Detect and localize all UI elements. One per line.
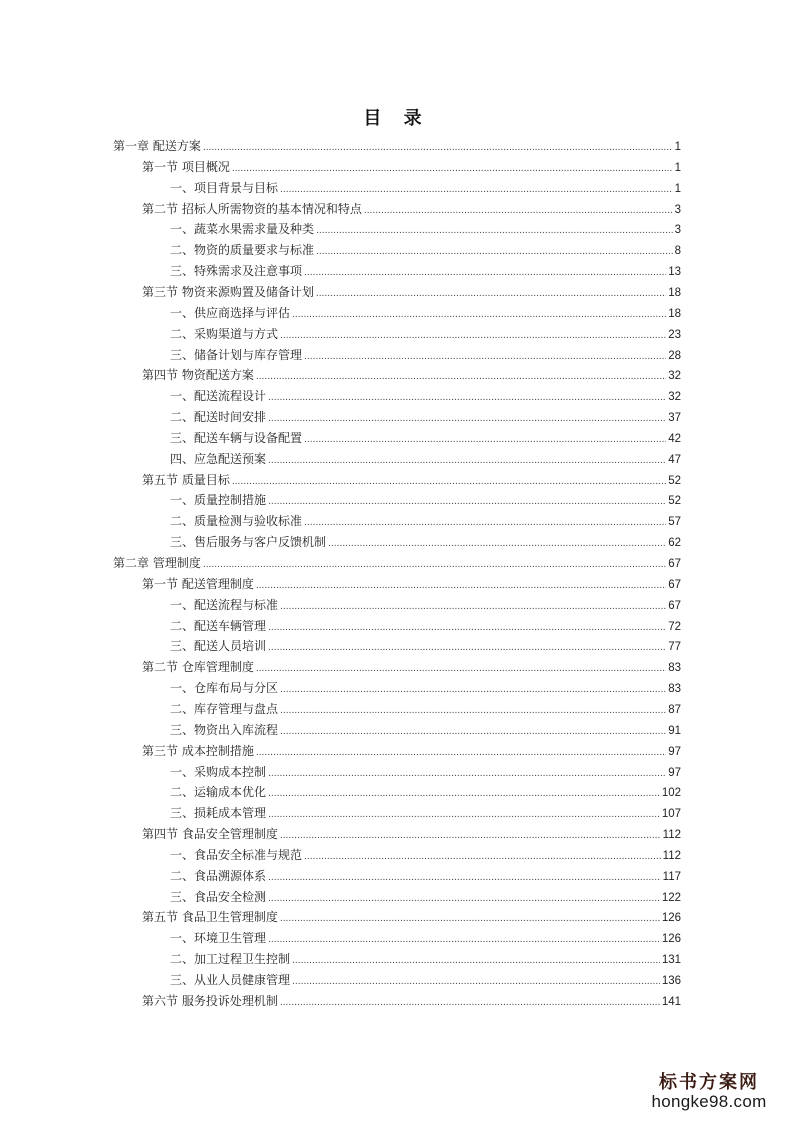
toc-entry-label: 一、配送流程设计 xyxy=(170,389,267,404)
toc-entry-label: 二、配送车辆管理 xyxy=(170,618,267,633)
toc-entry-page: 57 xyxy=(668,516,681,529)
toc-entry-page: 28 xyxy=(668,349,681,362)
toc-entry-label: 一、质量控制措施 xyxy=(170,493,267,508)
toc-dot-leader xyxy=(364,201,673,221)
toc-dot-leader xyxy=(268,930,660,950)
toc-entry[interactable] xyxy=(170,845,681,865)
toc-entry-label: 一、项目背景与目标 xyxy=(170,180,279,195)
toc-entry-page: 52 xyxy=(668,495,681,508)
toc-entry-label: 第二节 仓库管理制度 xyxy=(142,660,254,675)
toc-entry[interactable] xyxy=(142,199,681,219)
toc-entry[interactable] xyxy=(170,928,681,948)
toc-dot-leader xyxy=(328,534,666,554)
toc-dot-leader xyxy=(292,951,660,971)
toc-dot-leader xyxy=(232,472,666,492)
toc-entry-label: 第一节 项目概况 xyxy=(142,159,230,174)
toc-dot-leader xyxy=(280,180,673,200)
toc-entry-page: 83 xyxy=(668,662,681,675)
toc-dot-leader xyxy=(292,305,666,325)
toc-entry-label: 三、售后服务与客户反馈机制 xyxy=(170,535,327,550)
toc-entry[interactable] xyxy=(170,887,681,907)
toc-entry[interactable] xyxy=(170,240,681,260)
toc-entry-page: 112 xyxy=(662,849,681,862)
toc-entry-page: 122 xyxy=(661,891,681,904)
toc-dot-leader xyxy=(280,826,661,846)
toc-dot-leader xyxy=(256,743,666,763)
toc-entry-page: 91 xyxy=(668,724,681,737)
toc-entry-page: 67 xyxy=(668,558,681,570)
toc-entry-label: 第五节 食品卫生管理制度 xyxy=(142,910,278,925)
toc-entry-page: 97 xyxy=(668,766,681,779)
toc-entry-label: 第六节 服务投诉处理机制 xyxy=(142,993,278,1008)
toc-dot-leader xyxy=(280,680,666,700)
toc-entry[interactable] xyxy=(170,261,681,281)
toc-entry-page: 141 xyxy=(661,995,681,1008)
toc-dot-leader xyxy=(203,138,673,158)
toc-dot-leader xyxy=(280,701,666,721)
toc-entry-label: 二、运输成本优化 xyxy=(170,785,267,800)
toc-entry-label: 一、配送流程与标准 xyxy=(170,597,279,612)
toc-entry-page: 23 xyxy=(668,328,681,341)
toc-dot-leader xyxy=(268,638,666,658)
toc-entry-label: 二、质量检测与验收标准 xyxy=(170,514,303,529)
toc-entry[interactable] xyxy=(170,345,681,365)
toc-entry-label: 二、库存管理与盘点 xyxy=(170,701,279,716)
toc-entry-page: 77 xyxy=(668,641,681,654)
toc-dot-leader xyxy=(268,451,666,471)
toc-entry-label: 第三节 物资来源购置及储备计划 xyxy=(142,284,314,299)
toc-entry-label: 三、特殊需求及注意事项 xyxy=(170,264,303,279)
toc-entry[interactable] xyxy=(170,511,681,531)
toc-entry-label: 第五节 质量目标 xyxy=(142,472,230,487)
toc-dot-leader xyxy=(280,597,666,617)
toc-dot-leader xyxy=(280,993,660,1013)
toc-dot-leader xyxy=(256,659,666,679)
toc-entry[interactable] xyxy=(170,616,681,636)
toc-entry[interactable] xyxy=(142,657,681,677)
toc-entry-page: 117 xyxy=(662,870,681,883)
toc-entry-label: 二、食品溯源体系 xyxy=(170,868,267,883)
toc-entry-label: 二、加工过程卫生控制 xyxy=(170,952,291,967)
toc-entry-page: 18 xyxy=(668,307,681,320)
toc-entry[interactable] xyxy=(170,970,681,990)
toc-dot-leader xyxy=(280,722,666,742)
toc-entry-page: 42 xyxy=(668,432,681,445)
toc-entry-label: 一、食品安全标准与规范 xyxy=(170,847,303,862)
toc-dot-leader xyxy=(268,492,666,512)
toc-entry-label: 第二章 管理制度 xyxy=(113,556,201,570)
toc-dot-leader xyxy=(316,284,666,304)
toc-entry[interactable] xyxy=(170,386,681,406)
toc-entry[interactable] xyxy=(170,720,681,740)
toc-entry[interactable] xyxy=(170,303,681,323)
toc-entry[interactable] xyxy=(170,782,681,802)
toc-entry-page: 52 xyxy=(668,474,681,487)
toc-entry[interactable] xyxy=(170,866,681,886)
toc-entry[interactable] xyxy=(170,219,681,239)
toc-dot-leader xyxy=(268,409,666,429)
toc-entry-page: 131 xyxy=(661,954,681,967)
page-title: 目 录 xyxy=(363,108,430,129)
toc-entry[interactable] xyxy=(170,949,681,969)
toc-entry-label: 二、采购渠道与方式 xyxy=(170,326,279,341)
toc-dot-leader xyxy=(268,868,661,888)
toc-entry-label: 第四节 食品安全管理制度 xyxy=(142,827,278,842)
toc-entry[interactable] xyxy=(170,699,681,719)
toc-entry-page: 32 xyxy=(668,370,681,383)
toc-dot-leader xyxy=(268,618,666,638)
toc-entry-page: 32 xyxy=(668,391,681,404)
toc-entry-page: 126 xyxy=(661,933,681,946)
toc-entry[interactable] xyxy=(113,136,681,156)
toc-entry-page: 83 xyxy=(668,683,681,696)
toc-entry-label: 四、应急配送预案 xyxy=(170,451,267,466)
toc-entry[interactable] xyxy=(113,553,681,573)
toc-dot-leader xyxy=(304,347,666,367)
toc-entry[interactable] xyxy=(142,741,681,761)
toc-entry-page: 47 xyxy=(668,453,681,466)
toc-entry[interactable] xyxy=(142,282,681,302)
toc-dot-leader xyxy=(304,847,661,867)
toc-dot-leader xyxy=(304,263,666,283)
watermark-text: 标书方案网 xyxy=(659,1072,759,1093)
toc-entry-page: 126 xyxy=(661,912,681,925)
toc-entry-label: 二、物资的质量要求与标准 xyxy=(170,243,315,258)
toc-entry-label: 一、环境卫生管理 xyxy=(170,931,267,946)
toc-entry[interactable] xyxy=(170,178,681,198)
toc-entry-label: 第三节 成本控制措施 xyxy=(142,743,254,758)
toc-entry[interactable] xyxy=(170,428,681,448)
toc-entry-page: 67 xyxy=(668,578,681,591)
toc-dot-leader xyxy=(304,513,666,533)
toc-entry[interactable] xyxy=(170,407,681,427)
toc-dot-leader xyxy=(268,764,666,784)
toc-entry-page: 1 xyxy=(674,182,681,195)
toc-entry-label: 三、食品安全检测 xyxy=(170,889,267,904)
toc-entry-label: 第二节 招标人所需物资的基本情况和特点 xyxy=(142,201,362,216)
toc-entry[interactable] xyxy=(170,490,681,510)
toc-entry-page: 3 xyxy=(674,224,681,237)
watermark-url: hongke98.com xyxy=(651,1092,767,1111)
toc-dot-leader xyxy=(232,159,673,179)
toc-entry-label: 一、采购成本控制 xyxy=(170,764,267,779)
toc-dot-leader xyxy=(203,555,666,575)
toc-dot-leader xyxy=(268,889,660,909)
toc-entry-label: 一、蔬菜水果需求量及种类 xyxy=(170,222,315,237)
toc-entry-page: 102 xyxy=(661,787,681,800)
watermark-logo xyxy=(639,1068,779,1112)
toc-entry-label: 三、从业人员健康管理 xyxy=(170,973,291,987)
toc-entry-page: 112 xyxy=(662,829,681,842)
toc-entry-label: 第一节 配送管理制度 xyxy=(142,576,254,591)
toc-entry[interactable] xyxy=(170,803,681,823)
toc-dot-leader xyxy=(316,221,673,241)
toc-entry-label: 三、损耗成本管理 xyxy=(170,806,267,821)
toc-entry[interactable] xyxy=(170,532,681,552)
toc-entry-label: 二、配送时间安排 xyxy=(170,410,267,425)
toc-entry[interactable] xyxy=(142,991,681,1011)
toc-entry[interactable] xyxy=(142,470,681,490)
toc-entry-label: 第一章 配送方案 xyxy=(113,139,201,153)
toc-entry-label: 三、配送车辆与设备配置 xyxy=(170,430,303,445)
toc-entry-page: 87 xyxy=(668,703,681,716)
toc-entry-label: 一、供应商选择与评估 xyxy=(170,305,291,320)
toc-entry-page: 107 xyxy=(661,808,681,821)
toc-dot-leader xyxy=(304,430,666,450)
toc-entry-label: 三、配送人员培训 xyxy=(170,639,267,654)
toc-entry[interactable] xyxy=(142,824,681,844)
toc-entry-page: 8 xyxy=(674,245,681,258)
toc-entry-page: 1 xyxy=(674,141,681,153)
toc-entry-page: 37 xyxy=(668,412,681,425)
toc-entry-page: 1 xyxy=(674,161,681,174)
toc-dot-leader xyxy=(280,326,666,346)
toc-entry-page: 18 xyxy=(668,286,681,299)
toc-entry-page: 136 xyxy=(661,975,681,987)
toc-dot-leader xyxy=(268,805,660,825)
toc-entry[interactable] xyxy=(170,636,681,656)
toc-entry[interactable] xyxy=(142,574,681,594)
toc-dot-leader xyxy=(316,242,673,262)
toc-entry[interactable] xyxy=(170,324,681,344)
toc-dot-leader xyxy=(256,367,666,387)
toc-entry-page: 72 xyxy=(668,620,681,633)
toc-entry[interactable] xyxy=(170,678,681,698)
toc-entry-page: 97 xyxy=(668,745,681,758)
toc-dot-leader xyxy=(280,909,660,929)
toc-entry-page: 62 xyxy=(668,537,681,550)
toc-entry-page: 13 xyxy=(668,266,681,279)
toc-entry-label: 第四节 物资配送方案 xyxy=(142,368,254,383)
toc-dot-leader xyxy=(268,784,660,804)
toc-entry[interactable] xyxy=(170,762,681,782)
toc-entry-label: 三、储备计划与库存管理 xyxy=(170,347,303,362)
toc-entry-label: 一、仓库布局与分区 xyxy=(170,681,279,696)
toc-entry-page: 67 xyxy=(668,599,681,612)
toc-entry-page: 3 xyxy=(674,203,681,216)
toc-entry[interactable] xyxy=(142,157,681,177)
toc-entry[interactable] xyxy=(170,595,681,615)
toc-entry[interactable] xyxy=(170,449,681,469)
toc-dot-leader xyxy=(256,576,666,596)
toc-entry[interactable] xyxy=(142,907,681,927)
toc-entry[interactable] xyxy=(142,365,681,385)
toc-dot-leader xyxy=(292,972,660,992)
toc-entry-label: 三、物资出入库流程 xyxy=(170,722,279,737)
toc-dot-leader xyxy=(268,388,666,408)
